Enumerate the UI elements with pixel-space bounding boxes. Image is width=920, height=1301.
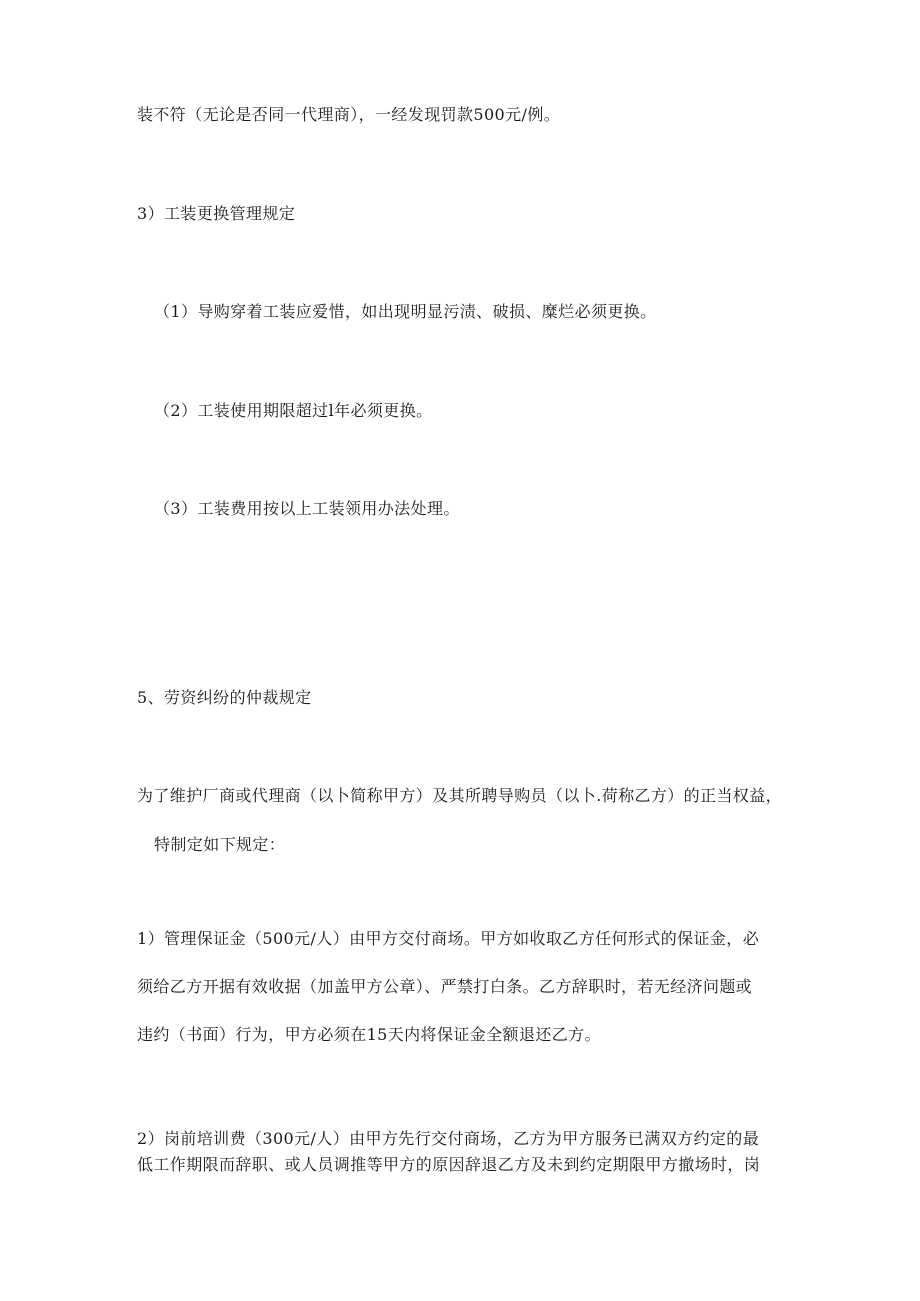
- text-line: 特制定如下规定：: [154, 835, 286, 854]
- list-item: （3）工装费用按以上工装领用办法处理。: [154, 499, 460, 518]
- text-line: 为了维护厂商或代理商（以卜简称甲方）及其所聘导购员（以卜.荷称乙方）的正当权益，: [137, 786, 783, 805]
- section-heading: 3）工装更换管理规定: [137, 204, 296, 223]
- text-line: 2）岗前培训费（300元/人）由甲方先行交付商场，乙方为甲方服务已满双方约定的最: [137, 1129, 760, 1148]
- section-heading: 5、劳资纠纷的仲裁规定: [137, 688, 312, 707]
- text-line: 违约（书面）行为，甲方必须在15天内将保证金全额退还乙方。: [137, 1025, 601, 1044]
- text-line: 须给乙方开据有效收据（加盖甲方公章）、严禁打白条。乙方辞职时，若无经济问题或: [137, 977, 753, 996]
- list-item: （2）工装使用期限超过l年必须更换。: [154, 401, 433, 420]
- list-item: （1）导购穿着工装应爱惜，如出现明显污渍、破损、糜烂必须更换。: [154, 302, 657, 321]
- text-line: 1）管理保证金（500元/人）由甲方交付商场。甲方如收取乙方任何形式的保证金，必: [137, 929, 760, 948]
- text-line: 装不符（无论是否同一代理商），一经发现罚款500元/例。: [137, 105, 561, 124]
- text-line: 低工作期限而辞职、或人员调推等甲方的原因辞退乙方及未到约定期限甲方撤场时，岗: [137, 1155, 761, 1174]
